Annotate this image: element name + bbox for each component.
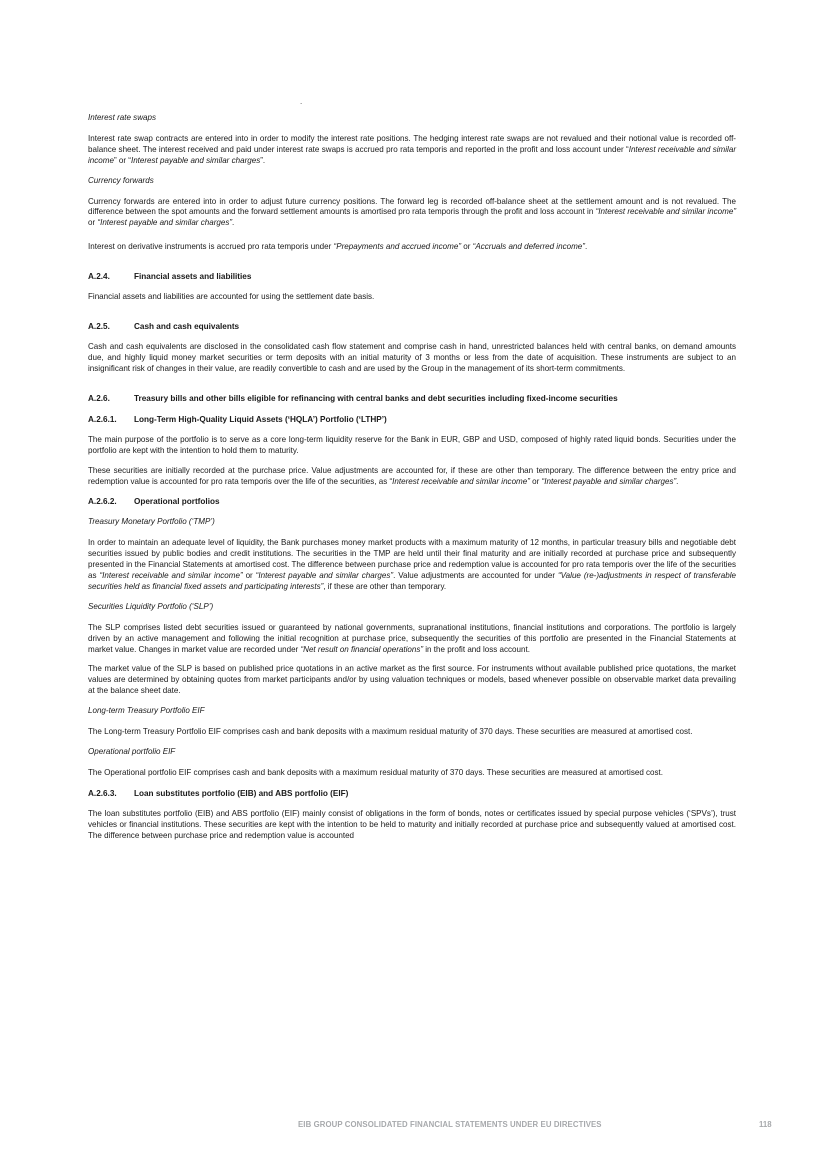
- emphasis: “Value (re-)adjustments in respect of transferable securities held as financial fixed assets and participating interests”: [88, 571, 736, 591]
- text: , if these are other than temporary.: [323, 581, 447, 591]
- subheading-tmp: Treasury Monetary Portfolio (‘TMP’): [88, 517, 215, 527]
- emphasis: “Accruals and deferred income”: [472, 242, 585, 252]
- heading-a224: [88, 271, 736, 282]
- paragraph-a2261-2: [88, 466, 736, 488]
- text: or: [461, 242, 473, 252]
- emphasis: “Interest receivable and similar income”: [99, 571, 243, 581]
- section-title: Cash and cash equivalents: [134, 322, 240, 332]
- subheading-op-eif: Operational portfolio EIF: [88, 747, 176, 756]
- paragraph-slp-1: [88, 623, 736, 656]
- text: . Value adjustments are accounted for under: [393, 571, 558, 581]
- section-number: A.2.4.: [88, 272, 110, 282]
- paragraph-irs: [88, 134, 736, 167]
- text: ” or “: [113, 155, 131, 165]
- text: or: [529, 476, 542, 486]
- text: or: [242, 571, 256, 581]
- document-body: [88, 113, 736, 851]
- text: in the profit and loss account.: [423, 644, 530, 654]
- section-number: A.2.6.2.: [88, 497, 117, 507]
- subheading-slp: Securities Liquidity Portfolio (‘SLP’): [88, 601, 214, 611]
- text: Interest rate swap contracts are entered into in order to modify the interest rate positions. The hedging interest rate swaps are not revalued and their notional value is recorded off-balance sheet. The interest received and paid under interest rate swaps is accrued pro rata temporis and reported in the profit and loss account under “: [88, 133, 736, 154]
- text: Interest on derivative instruments is accrued pro rata temporis under: [88, 242, 334, 252]
- text: ”.: [260, 155, 266, 165]
- emphasis: “Net result on financial operations”: [300, 644, 424, 654]
- paragraph-a225: Cash and cash equivalents are disclosed in the consolidated cash flow statement and comprise cash in hand, unrestricted balances held with central banks, on demand amounts due, and highly liquid money market securities or term deposits with an initial maturity of 3 months or less from the date of acquisition. These instruments are subject to an insignificant risk of changes in their value, are readily convertible to cash and are used by the Group in the management of its short-term commitments.: [88, 342, 736, 373]
- heading-a225: [88, 321, 736, 332]
- paragraph-a224: Financial assets and liabilities are accounted for using the settlement date basis.: [88, 292, 375, 302]
- text: .: [676, 476, 679, 486]
- heading-a2263: [88, 788, 736, 799]
- emphasis: Interest receivable and similar income”: [392, 476, 530, 486]
- stray-dot: .: [300, 97, 303, 106]
- emphasis: Interest receivable and similar income: [88, 144, 736, 165]
- emphasis: Interest payable and similar charges: [130, 155, 261, 165]
- text: The SLP comprises listed debt securities issued or guaranteed by national governments, supranational institutions, financial institutions and corporations. The portfolio is largely driven by an active management and following the initial recognition at purchase price, subsequently the securities of this portfolio are presented in the Financial Statements at market value. Changes in market value are recorded under: [88, 622, 736, 654]
- heading-a2262: [88, 496, 736, 507]
- paragraph-lt-eif: The Long-term Treasury Portfolio EIF comprises cash and bank deposits with a maximum residual maturity of 370 days. These securities are measured at amortised cost.: [88, 727, 693, 737]
- section-number: A.2.6.1.: [88, 414, 117, 424]
- paragraph-cf-2: [88, 242, 736, 253]
- text: Currency forwards are entered into in order to adjust future currency positions. The forward leg is recorded off-balance sheet at the settlement amount and is not revalued. The difference between the spot amounts and the forward settlement amounts is amortised pro rata temporis through the profit and loss account in: [88, 196, 736, 217]
- section-title: Treasury bills and other bills eligible for refinancing with central banks and debt securities including fixed-income securities: [134, 393, 618, 403]
- paragraph-a2261-1: The main purpose of the portfolio is to serve as a core long-term liquidity reserve for the Bank in EUR, GBP and USD, composed of highly rated liquid bonds. Securities under the portfolio are kept with the intention to hold them to maturity.: [88, 434, 736, 455]
- text: In order to maintain an adequate level of liquidity, the Bank purchases money market products with a maximum maturity of 12 months, in particular treasury bills and negotiable debt securities issued by public bodies and credit institutions. The securities in the TMP are held until their final maturity and are initially recorded at purchase price and subsequently presented in the Financial Statements at amortised cost. The difference between purchase price and redemption value is accounted for pro rata temporis over the life of the securities as: [88, 538, 736, 581]
- section-number: A.2.6.3.: [88, 788, 117, 798]
- paragraph-tmp: [88, 538, 736, 593]
- section-title: Loan substitutes portfolio (EIB) and ABS portfolio (EIF): [134, 788, 349, 798]
- subheading-currency-forwards: Currency forwards: [88, 175, 154, 185]
- page-number: 118: [759, 1120, 772, 1129]
- paragraph-cf-1: [88, 197, 736, 230]
- subheading-lt-eif: Long-term Treasury Portfolio EIF: [88, 706, 205, 716]
- section-title: Operational portfolios: [134, 497, 220, 507]
- text: These securities are initially recorded at the purchase price. Value adjustments are accounted for, if these are other than temporary. The difference between the entry price and redemption value is accounted for pro rata temporis over the life of the securities, as “: [88, 465, 736, 486]
- text: .: [232, 218, 235, 228]
- subheading-interest-rate-swaps: Interest rate swaps: [88, 113, 156, 122]
- section-number: A.2.6.: [88, 393, 110, 403]
- paragraph-a2263: The loan substitutes portfolio (EIB) and ABS portfolio (EIF) mainly consist of obligations in the form of bonds, notes or certificates issued by special purpose vehicles (‘SPVs’), trust vehicles or financial institutions. These securities are kept with the intention to be held to maturity and initially recorded at purchase price and subsequently valued at amortised cost. The difference between purchase price and redemption value is accounted: [88, 808, 736, 840]
- section-title: Financial assets and liabilities: [134, 272, 252, 282]
- paragraph-slp-2: The market value of the SLP is based on published price quotations in an active market as the first source. For instruments without available published price quotations, the market values are determined by obtaining quotes from market participants and/or by using valuation techniques or models, based whenever possible on observable market data prevailing at the balance sheet date.: [88, 664, 736, 696]
- emphasis: “Prepayments and accrued income”: [333, 242, 462, 252]
- heading-a226: [88, 393, 736, 404]
- text: or: [88, 218, 98, 228]
- text: .: [584, 242, 588, 252]
- heading-a2261: [88, 414, 736, 425]
- emphasis: “Interest receivable and similar income”: [595, 207, 736, 217]
- emphasis: “Interest payable and similar charges”: [255, 571, 394, 581]
- emphasis: “Interest payable and similar charges”: [97, 218, 233, 228]
- footer-title: EIB GROUP CONSOLIDATED FINANCIAL STATEMENTS UNDER EU DIRECTIVES: [298, 1120, 602, 1129]
- section-title: Long-Term High-Quality Liquid Assets (‘HQLA’) Portfolio (‘LTHP’): [134, 414, 387, 424]
- paragraph-op-eif: The Operational portfolio EIF comprises cash and bank deposits with a maximum residual maturity of 370 days. These securities are measured at amortised cost.: [88, 767, 664, 777]
- section-number: A.2.5.: [88, 322, 110, 332]
- emphasis: “Interest payable and similar charges”: [541, 476, 677, 486]
